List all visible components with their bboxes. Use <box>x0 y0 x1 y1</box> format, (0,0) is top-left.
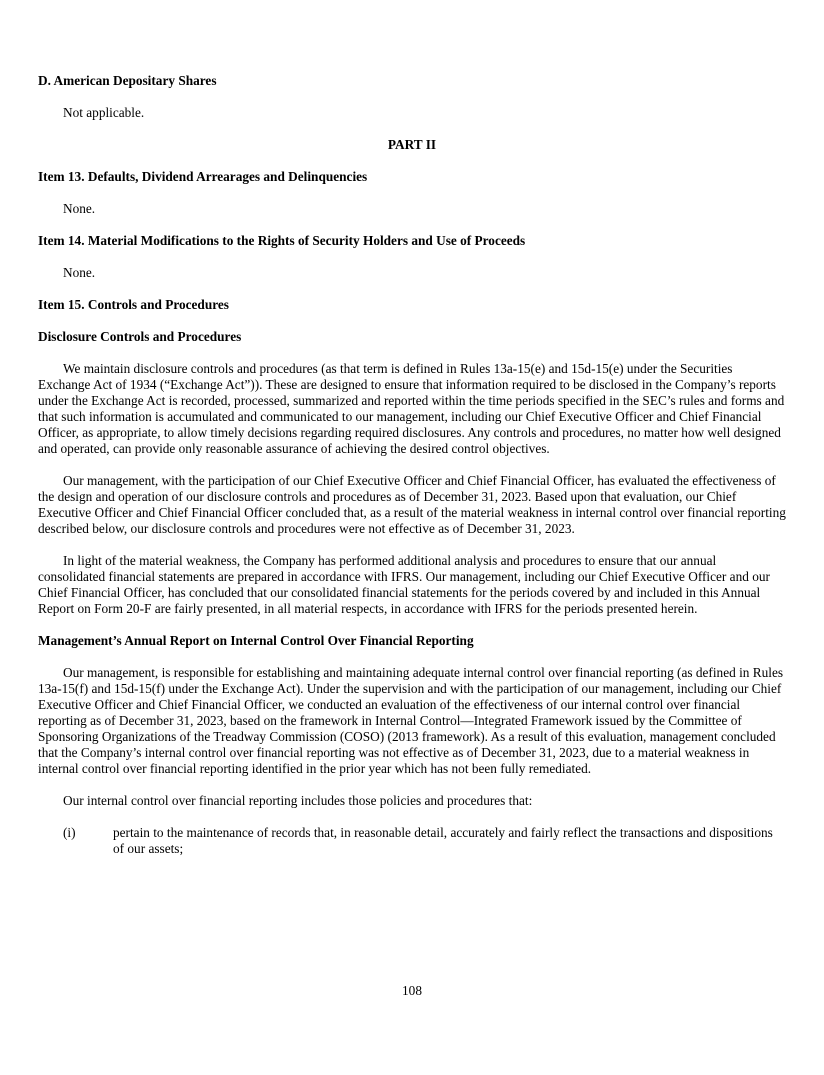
policy-list-item-i <box>38 825 786 857</box>
management-report-paragraph-1: Our management, is responsible for establishing and maintaining adequate internal control over financial reporting (as defined in Rules 13a-15(f) and 15d-15(f) under the Exchange Act). Under the supervision and with the participation of our management, including our Chief Executive Officer and Chief Financial Officer, we conducted an evaluation of the effectiveness of our internal control over financial reporting as of December 31, 2023, based on the framework in Internal Control—Integrated Framework issued by the Committee of Sponsoring Organizations of the Treadway Commission (COSO) (2013 framework). As a result of this evaluation, management concluded that the Company’s internal control over financial reporting was not effective as of December 31, 2023, due to a material weakness in internal control over financial reporting identified in the prior year which has not been fully remediated. <box>38 665 784 776</box>
section-d-body: Not applicable. <box>63 105 145 120</box>
disclosure-controls-heading: Disclosure Controls and Procedures <box>38 329 242 344</box>
page-number: 108 <box>402 983 422 998</box>
item-13-body: None. <box>63 201 96 216</box>
management-report-heading: Management’s Annual Report on Internal Control Over Financial Reporting <box>38 633 474 648</box>
section-d-heading: D. American Depositary Shares <box>38 73 217 88</box>
item-15-heading: Item 15. Controls and Procedures <box>38 297 229 312</box>
management-report-paragraph-2: Our internal control over financial reporting includes those policies and procedures that: <box>63 793 533 808</box>
disclosure-paragraph-3: In light of the material weakness, the Company has performed additional analysis and procedures to ensure that our annual consolidated financial statements are prepared in accordance with IFRS. Our management, including our Chief Executive Officer and our Chief Financial Officer, has concluded that our consolidated financial statements for the periods covered by and included in this Annual Report on Form 20-F are fairly presented, in all material respects, in accordance with IFRS for the periods presented herein. <box>38 553 770 616</box>
part-ii-heading: PART II <box>387 137 437 152</box>
disclosure-paragraph-2: Our management, with the participation of our Chief Executive Officer and Chief Financial Officer, has evaluated the effectiveness of the design and operation of our disclosure controls and procedures as of December 31, 2023. Based upon that evaluation, our Chief Executive Officer and Chief Financial Officer concluded that, as a result of the material weakness in internal control over financial reporting described below, our disclosure controls and procedures were not effective as of December 31, 2023. <box>38 473 786 536</box>
list-item-text: pertain to the maintenance of records that, in reasonable detail, accurately and fairly reflect the transactions and dispositions of our assets; <box>113 825 773 856</box>
item-13-heading: Item 13. Defaults, Dividend Arrearages and Delinquencies <box>38 169 368 184</box>
disclosure-paragraph-1: We maintain disclosure controls and procedures (as that term is defined in Rules 13a-15(e) and 15d-15(e) under the Securities Exchange Act of 1934 (“Exchange Act”)). These are designed to ensure that information required to be disclosed in the Company’s reports under the Exchange Act is recorded, processed, summarized and reported within the time periods specified in the SEC’s rules and forms and that such information is accumulated and communicated to our management, including our Chief Executive Officer and Chief Financial Officer, as appropriate, to allow timely decisions regarding required disclosures. Any controls and procedures, no matter how well designed and operated, can provide only reasonable assurance of achieving the desired control objectives. <box>38 361 785 456</box>
item-14-body: None. <box>63 265 96 280</box>
item-14-heading: Item 14. Material Modifications to the Rights of Security Holders and Use of Proceeds <box>38 233 526 248</box>
list-item-marker: (i) <box>63 825 76 840</box>
